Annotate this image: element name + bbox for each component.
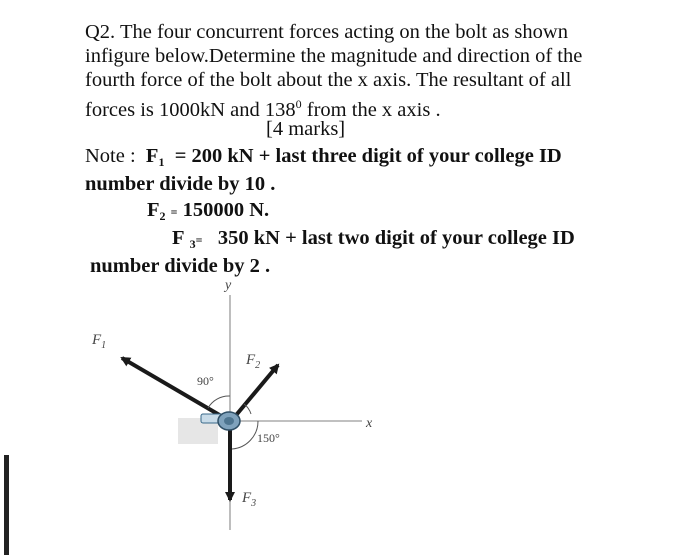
f1-definition: = 200 kN + last three digit of your college ID bbox=[174, 145, 562, 167]
question-number: Q2. bbox=[85, 21, 116, 43]
question-line-3: fourth force of the bolt about the x axis. The resultant of all bbox=[85, 69, 572, 91]
note-f1-line-2: number divide by 10 . bbox=[85, 173, 276, 195]
f1-arrow bbox=[122, 358, 228, 420]
marks-label: [4 marks] bbox=[266, 118, 346, 140]
f3-symbol: F $_3$ bbox=[172, 227, 196, 251]
x-axis-label: x bbox=[366, 416, 373, 431]
f3-definition: 350 kN + last two digit of your college ID bbox=[217, 227, 575, 249]
y-axis-label: y bbox=[225, 278, 232, 293]
bolt-head-inner bbox=[224, 417, 234, 425]
angle-arc-f2 bbox=[244, 404, 251, 414]
question-line-2: infigure below.Determine the magnitude and direction of the bbox=[85, 45, 583, 67]
note-f3-line: F $_3$= 350 kN + last two digit of your college ID bbox=[172, 227, 575, 251]
angle-arc-90 bbox=[208, 396, 230, 408]
f3-label: $F_3$ bbox=[242, 490, 257, 509]
angle-90-label: 90° bbox=[197, 374, 214, 388]
question-line-4: forces is 1000kN and $138^0$ from the x axis . bbox=[85, 97, 441, 121]
note-f3-line-2: number divide by 2 . bbox=[90, 255, 271, 277]
f1-symbol: $F_1$ bbox=[145, 145, 165, 169]
degree-mark: 0 bbox=[295, 97, 302, 111]
f2-symbol: $F_2$ bbox=[147, 199, 166, 223]
note-label: Note : bbox=[85, 145, 136, 167]
f1-label: $F_1$ bbox=[92, 332, 107, 351]
f2-label: $F_2$ bbox=[246, 352, 261, 371]
f2-definition: 150000 N. bbox=[182, 199, 270, 221]
angle-150-label: 150° bbox=[257, 431, 280, 445]
note-f2-line: $F_2 = 150000$ N. bbox=[147, 199, 270, 223]
left-edge-bar bbox=[4, 455, 9, 555]
question-line-1: Q2. The four concurrent forces acting on the bolt as shown bbox=[85, 21, 568, 43]
f2-arrow bbox=[232, 365, 278, 420]
